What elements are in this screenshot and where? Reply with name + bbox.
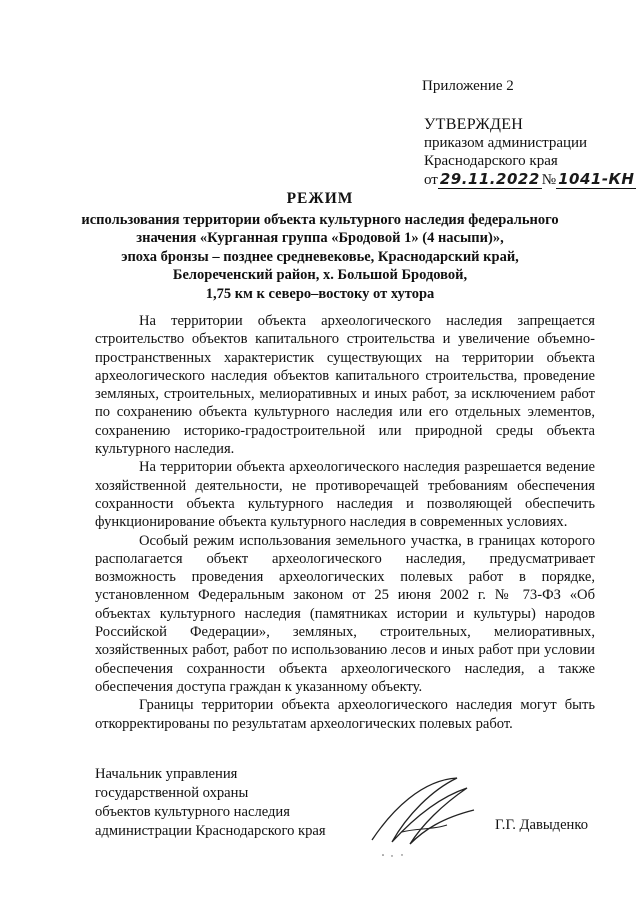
approval-stamp [424,116,634,189]
region-line: Краснодарского края [424,153,558,169]
title-line: использования территории объекта культурного наследия федерального [81,211,559,228]
scan-specks-icon [380,850,410,860]
date-prefix: от [424,172,438,188]
signer-position [95,765,355,841]
body-paragraph: На территории объекта археологического наследия разрешается ведение хозяйственной деятельности, не противоречащей требованиям обеспечения сохранности объекта культурного наследия и позволяющей обеспечить функционирование объекта культурного наследия в современных условиях. [95,459,595,531]
order-date: 29.11.2022 [439,170,540,188]
title-line: Белореченский район, х. Большой Бродовой, [172,267,468,283]
position-line: администрации Краснодарского края [95,823,326,839]
signer-name: Г.Г. Давыденко [495,817,589,833]
title-line: значения «Курганная группа «Бродовой 1» (4 насыпи)», [136,230,504,246]
position-line: государственной охраны [95,785,249,801]
order-number: 1041-КН [558,170,635,188]
title-line: эпоха бронзы – позднее средневековье, Краснодарский край, [121,248,519,265]
document-title [80,190,560,303]
body-paragraph: Особый режим использования земельного участка, в границах которого располагается объект археологического наследия, предусматривает возможность проведения археологических полевых работ в порядке, установленном Федеральным законом от 25 июня 2002 г. № 73-ФЗ «Об объектах культурного наследия (памятниках истории и культуры) народов Российской Федерации», земляных, строительных, мелиоративных, хозяйственных работ, работ по использованию лесов и иных работ при условии обеспечения сохранности объекта археологического наследия, а также обеспечения доступа граждан к указанному объекту. [95,532,595,695]
handwritten-signature-icon [362,770,482,850]
appendix-label: Приложение 2 [422,78,514,94]
number-prefix: № [541,172,557,188]
body-paragraph: Границы территории объекта археологического наследия могут быть откорректированы по результатам археологических полевых работ. [95,697,595,732]
title-heading: РЕЖИМ [286,190,354,207]
order-date-number [424,170,634,189]
document-body [95,312,595,733]
approved-label: УТВЕРЖДЕН [424,116,524,133]
position-line: Начальник управления [95,766,238,782]
position-line: объектов культурного наследия [95,804,290,820]
order-line: приказом администрации [424,135,588,151]
title-line: 1,75 км к северо–востоку от хутора [205,285,435,302]
body-paragraph: На территории объекта археологического наследия запрещается строительство объектов капитального строительства и увеличение объемно-пространственных характеристик существующих на территории объекта археологического наследия объектов капитального строительства, проведение земляных, строительных, мелиоративных и иных работ, за исключением работ по сохранению объекта культурного наследия или его отдельных элементов, сохранению историко-градостроительной или природной среды объекта культурного наследия. [95,313,595,458]
